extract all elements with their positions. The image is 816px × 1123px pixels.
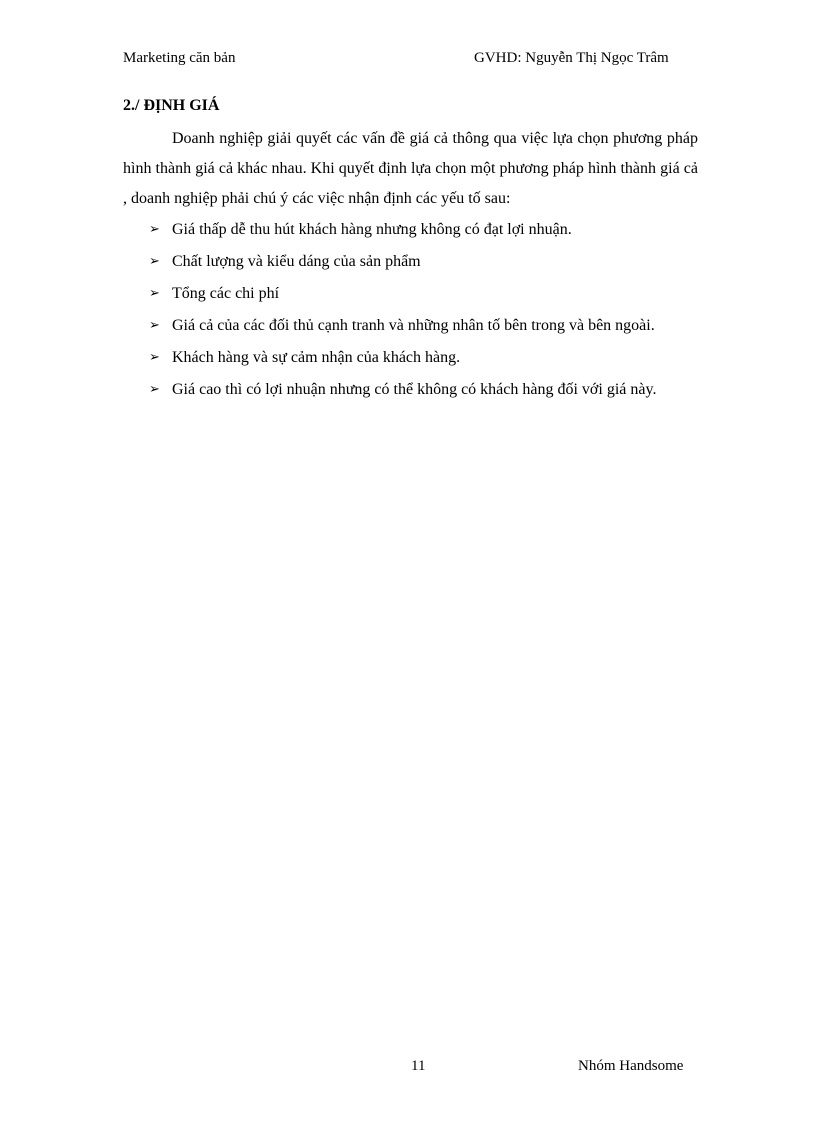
list-item (123, 279, 698, 308)
page-number: 11 (411, 1058, 426, 1074)
list-item (123, 215, 698, 244)
section-title: 2./ ĐỊNH GIÁ (123, 97, 220, 114)
intro-paragraph: Doanh nghiệp giải quyết các vấn đề giá cả thông qua việc lựa chọn phương pháp hình thành giá cả khác nhau. Khi quyết định lựa chọn một phương pháp hình thành giá cả , doanh nghiệp phải chú ý các việc nhận định các yếu tố sau: (123, 130, 698, 207)
arrowhead-bullet-icon: ➢ (149, 382, 160, 397)
list-item (123, 343, 698, 372)
list-item-text: Tổng các chi phí (172, 285, 280, 302)
arrowhead-bullet-icon: ➢ (149, 222, 160, 237)
arrowhead-bullet-icon: ➢ (149, 286, 160, 301)
list-item (123, 247, 698, 276)
footer-group-name: Nhóm Handsome (578, 1058, 684, 1074)
list-item-text: Khách hàng và sự cảm nhận của khách hàng. (172, 349, 461, 366)
arrowhead-bullet-icon: ➢ (149, 254, 160, 269)
factor-list (123, 215, 698, 404)
list-item-text: Giá thấp dễ thu hút khách hàng nhưng không có đạt lợi nhuận. (172, 221, 572, 238)
header-instructor: GVHD: Nguyễn Thị Ngọc Trâm (474, 50, 669, 66)
arrowhead-bullet-icon: ➢ (149, 318, 160, 333)
list-item (123, 311, 698, 340)
list-item-text: Chất lượng và kiểu dáng của sản phẩm (172, 253, 421, 270)
list-item-text: Giá cao thì có lợi nhuận nhưng có thể không có khách hàng đối với giá này. (172, 381, 657, 398)
header-course-title: Marketing căn bản (123, 50, 236, 66)
document-body (123, 96, 698, 407)
list-item (123, 375, 698, 404)
arrowhead-bullet-icon: ➢ (149, 350, 160, 365)
list-item-text: Giá cả của các đối thủ cạnh tranh và những nhân tố bên trong và bên ngoài. (172, 317, 655, 334)
